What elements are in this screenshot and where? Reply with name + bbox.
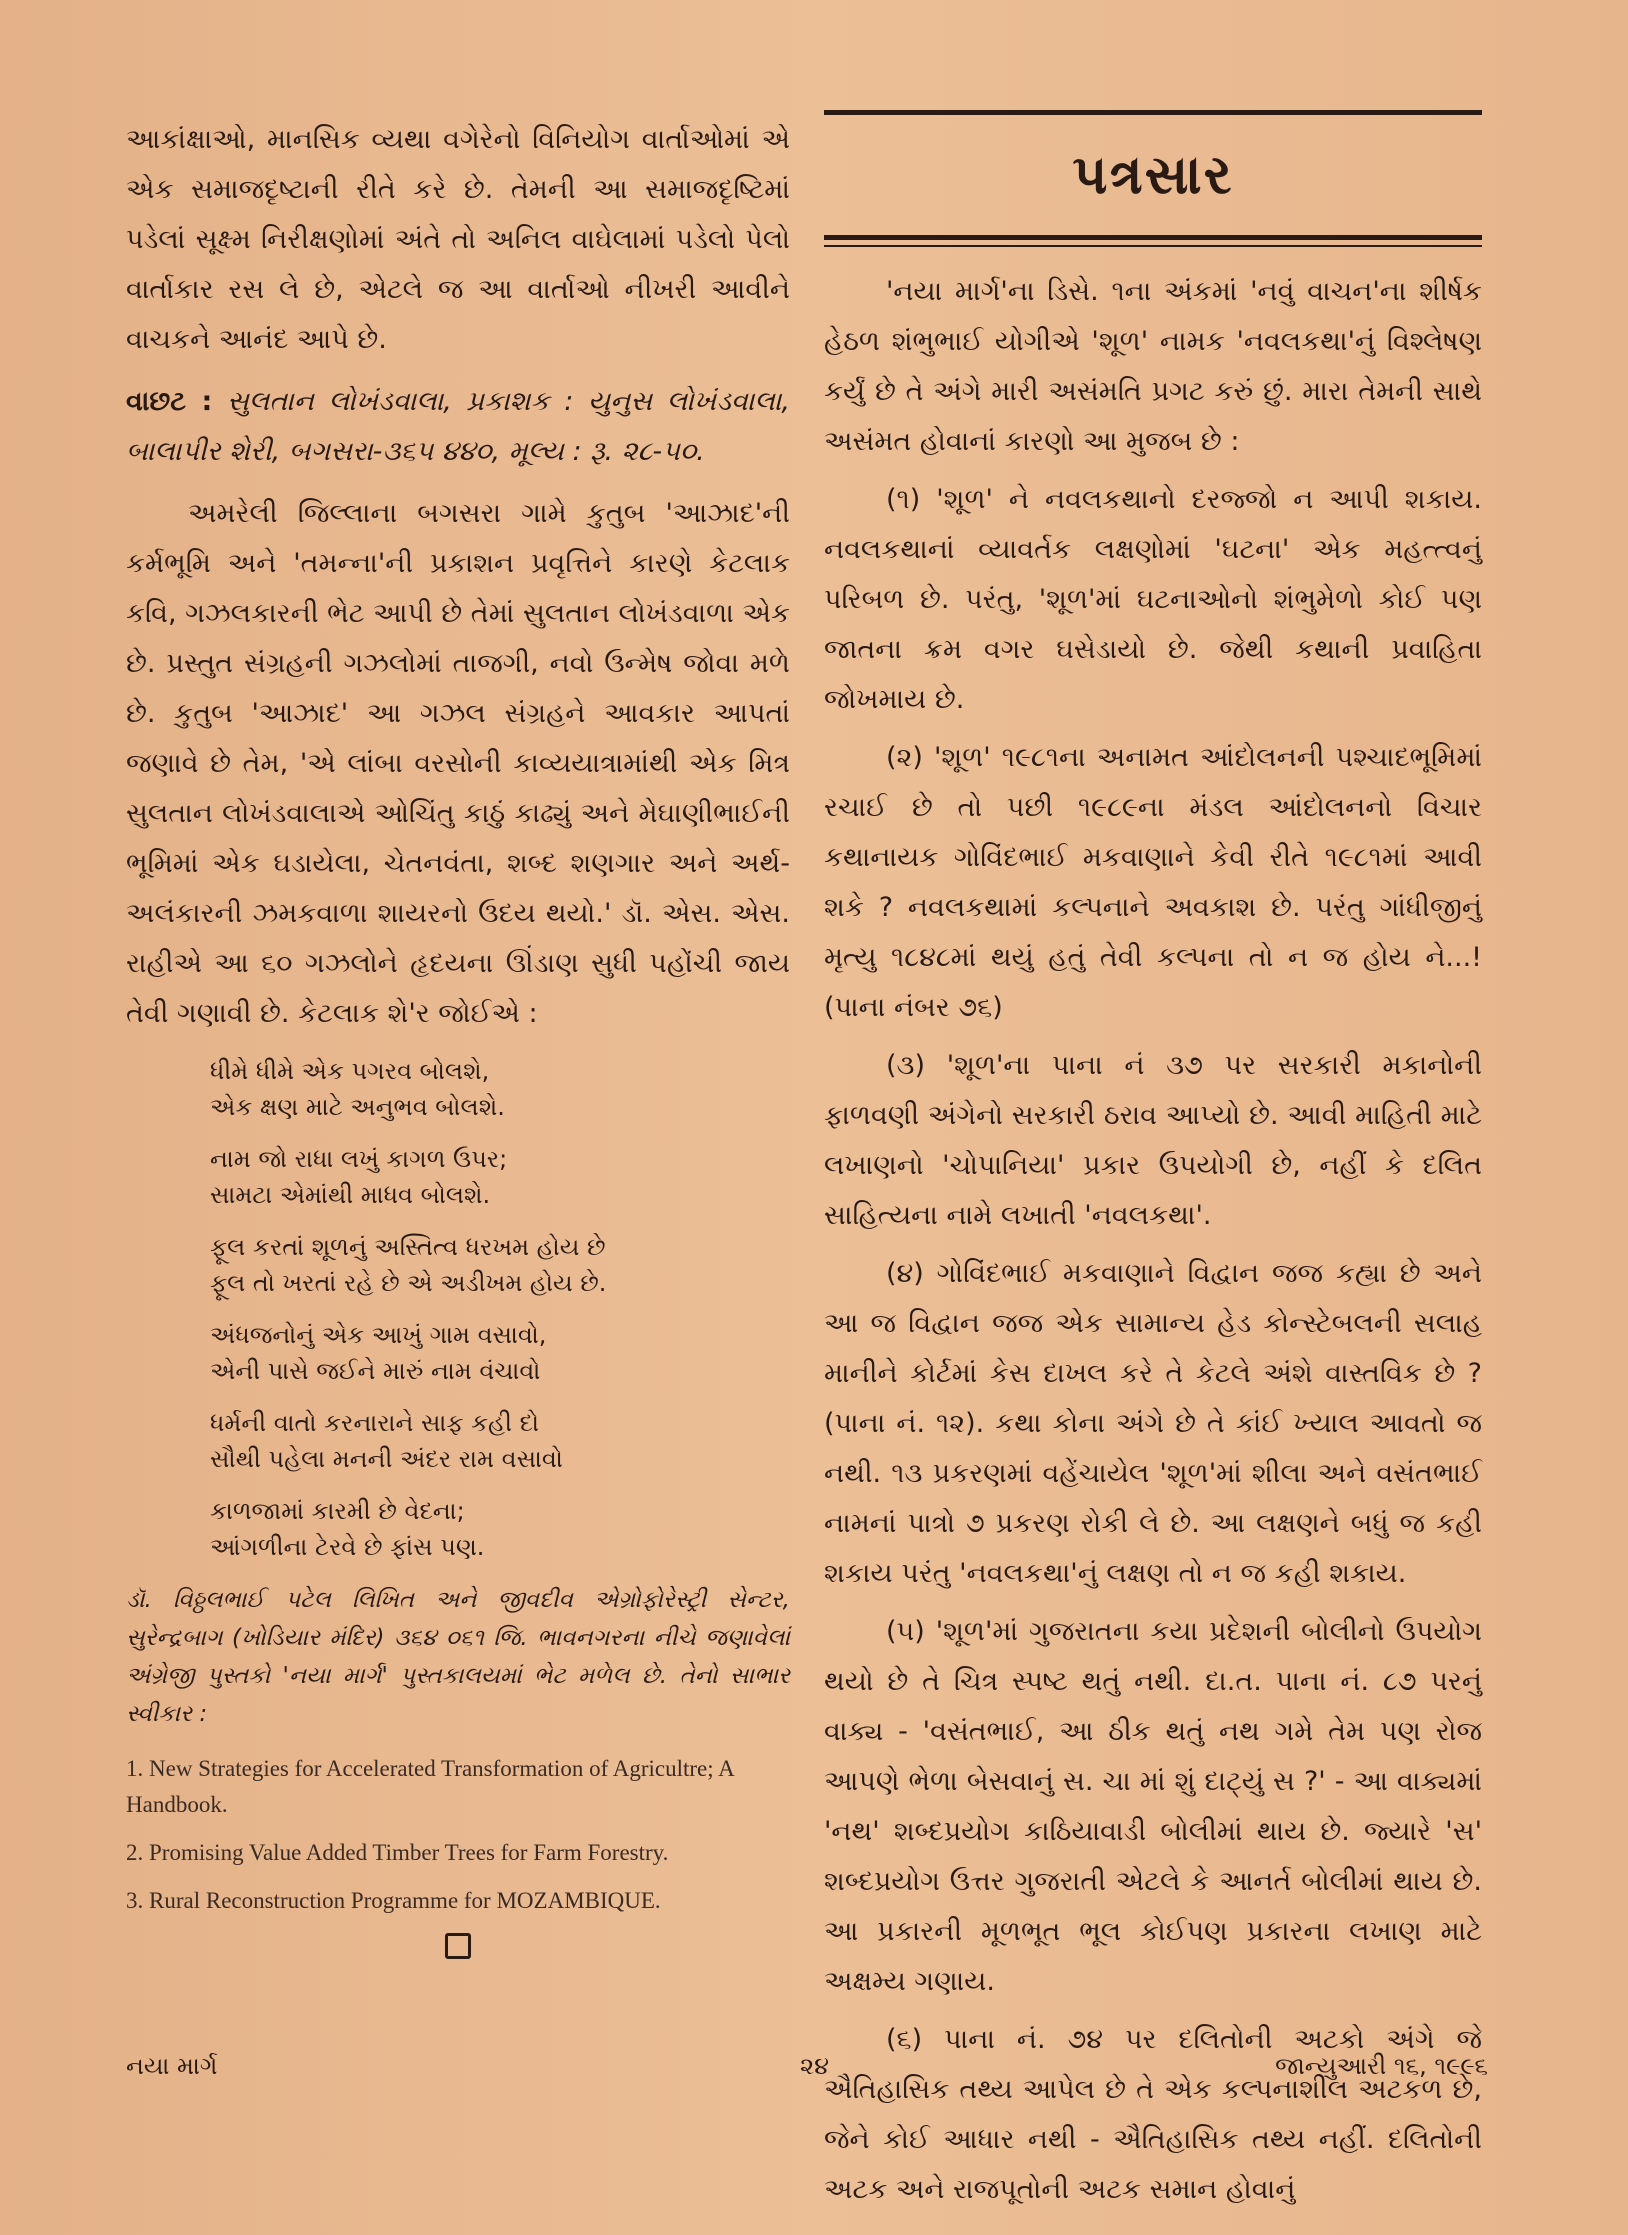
letter-paragraph: (૨) 'શૂળ' ૧૯૮૧ના અનામત આંદોલનની પશ્ચાદભૂમિમાં રચાઈ છે તો પછી ૧૯૮૯ના મંડલ આંદોલનનો વિચાર કથાનાયક ગોવિંદભાઈ મકવાણાને કેવી રીતે ૧૯૮૧માં આવી શકે ? નવલકથામાં કલ્પનાને અવકાશ છે. પરંતુ ગાંધીજીનું મૃત્યુ ૧૮૪૮માં થયું હતું તેવી કલ્પના તો ન જ હોય ને...! (પાના નંબર ૭૬)	[824, 742, 1482, 1023]
left-column	[126, 115, 790, 1959]
end-of-article-icon	[445, 1933, 471, 1959]
book-list	[126, 1751, 790, 1919]
verse-stanza	[210, 1053, 790, 1125]
letters-body	[824, 267, 1482, 2215]
verse-stanza	[210, 1493, 790, 1565]
right-column	[824, 110, 1482, 2215]
footer-magazine-name: નયા માર્ગ	[126, 2052, 218, 2080]
verse-stanza	[210, 1405, 790, 1477]
book-list-item: 1. New Strategies for Accelerated Transformation of Agricultre; A Handbook.	[126, 1756, 734, 1817]
letter-paragraph: 'નયા માર્ગ'ના ડિસે. ૧ના અંકમાં 'નવું વાચન'ના શીર્ષક હેઠળ શંભુભાઈ યોગીએ 'શૂળ' નામક 'નવલકથા'નું વિશ્લેષણ કર્યું છે તે અંગે મારી અસંમતિ પ્રગટ કરું છું. મારા તેમની સાથે અસંમત હોવાનાં કારણો આ મુજબ છે :	[824, 276, 1482, 457]
verse-line: ફૂલ કરતાં શૂળનું અસ્તિત્વ ધરખમ હોય છે	[210, 1233, 606, 1261]
letter-paragraph: (૪) ગોવિંદભાઈ મકવાણાને વિદ્વાન જજ કહ્યા છે અને આ જ વિદ્વાન જજ એક સામાન્ય હેડ કોન્સ્ટેબલની સલાહ માનીને કોર્ટમાં કેસ દાખલ કરે તે કેટલે અંશે વાસ્તવિક છે ? (પાના નં. ૧૨). કથા કોના અંગે છે તે કાંઈ ખ્યાલ આવતો જ નથી. ૧૩ પ્રકરણમાં વહેંચાયેલ 'શૂળ'માં શીલા અને વસંતભાઈ નામનાં પાત્રો ૭ પ્રકરણ રોકી લે છે. આ લક્ષણને બધું જ કહી શકાય પરંતુ 'નવલકથા'નું લક્ષણ તો ન જ કહી શકાય.	[824, 1258, 1482, 1589]
section-heading: પત્રસાર	[1072, 143, 1234, 206]
verse-line: આંગળીના ટેરવે છે ફાંસ પણ.	[210, 1533, 485, 1561]
verse-line: ધીમે ધીમે એક પગરવ બોલશે,	[210, 1057, 490, 1085]
book-details: સુલતાન લોખંડવાલા, પ્રકાશક : યુનુસ લોખંડવાલા, બાલાપીર શેરી, બગસરા-૩૬૫ ૪૪૦, મૂલ્ય : રૂ. ૨૮-૫૦.	[126, 386, 790, 467]
letter-paragraph: (૧) 'શૂળ' ને નવલકથાનો દરજ્જો ન આપી શકાય. નવલકથાનાં વ્યાવર્તક લક્ષણોમાં 'ઘટના' એક મહત્ત્વનું પરિબળ છે. પરંતુ, 'શૂળ'માં ઘટનાઓનો શંભુમેળો કોઈ પણ જાતના ક્રમ વગર ઘસેડાયો છે. જેથી કથાની પ્રવાહિતા જોખમાય છે.	[824, 484, 1482, 715]
paragraph-review: અમરેલી જિલ્લાના બગસરા ગામે કુતુબ 'આઝાદ'ની કર્મભૂમિ અને 'તમન્ના'ની પ્રકાશન પ્રવૃત્તિને કારણે કેટલાક કવિ, ગઝલકારની ભેટ આપી છે તેમાં સુલતાન લોખંડવાળા એક છે. પ્રસ્તુત સંગ્રહની ગઝલોમાં તાજગી, નવો ઉન્મેષ જોવા મળે છે. કુતુબ 'આઝાદ' આ ગઝલ સંગ્રહને આવકાર આપતાં જણાવે છે તેમ, 'એ લાંબા વરસોની કાવ્યયાત્રામાંથી એક મિત્ર સુલતાન લોખંડવાલાએ ઓચિંતુ કાઠું કાઢ્યું અને મેઘાણીભાઈની ભૂમિમાં એક ઘડાયેલા, ચેતનવંતા, શબ્દ શણગાર અને અર્થ-અલંકારની ઝમકવાળા શાયરનો ઉદય થયો.' ડૉ. એસ. એસ. રાહીએ આ ૬૦ ગઝલોને હૃદયના ઊંડાણ સુધી પહોંચી જાય તેવી ગણાવી છે. કેટલાક શે'ર જોઈએ :	[126, 498, 790, 1029]
letter-paragraph: (૫) 'શૂળ'માં ગુજરાતના કયા પ્રદેશની બોલીનો ઉપયોગ થયો છે તે ચિત્ર સ્પષ્ટ થતું નથી. દા.ત. પાના નં. ૮૭ પરનું વાક્ય - 'વસંતભાઈ, આ ઠીક થતું નથ ગમે તેમ પણ રોજ આપણે ભેળા બેસવાનું સ. ચા માં શું દાટ્યું સ ?' - આ વાક્યમાં 'નથ' શબ્દપ્રયોગ કાઠિયાવાડી બોલીમાં થાય છે. જ્યારે 'સ' શબ્દપ્રયોગ ઉત્તર ગુજરાતી એટલે કે આનર્ત બોલીમાં થાય છે. આ પ્રકારની મૂળભૂત ભૂલ કોઈપણ પ્રકારના લખાણ માટે અક્ષમ્ય ગણાય.	[824, 1616, 1482, 1997]
heading-rule-bottom	[824, 235, 1482, 240]
verse-line: સામટા એમાંથી માધવ બોલશે.	[210, 1181, 491, 1209]
verse-stanza	[210, 1317, 790, 1389]
verse-line: ધર્મની વાતો કરનારાને સાફ કહી દો	[210, 1409, 539, 1437]
footer-date: જાન્યુઆરી ૧૬, ૧૯૯૬	[1275, 2052, 1488, 2080]
verse-stanza	[210, 1141, 790, 1213]
verse-line: સૌથી પહેલા મનની અંદર રામ વસાવો	[210, 1445, 563, 1473]
book-list-item: 3. Rural Reconstruction Programme for MOZAMBIQUE.	[126, 1888, 661, 1913]
verse-line: કાળજામાં કારમી છે વેદના;	[210, 1497, 465, 1525]
letter-paragraph: (૩) 'શૂળ'ના પાના નં ૩૭ પર સરકારી મકાનોની ફાળવણી અંગેનો સરકારી ઠરાવ આપ્યો છે. આવી માહિતી માટે લખાણનો 'ચોપાનિયા' પ્રકાર ઉપયોગી છે, નહીં કે દલિત સાહિત્યના નામે લખાતી 'નવલકથા'.	[824, 1050, 1482, 1231]
verse-line: નામ જો રાધા લખું કાગળ ઉપર;	[210, 1145, 508, 1173]
verse-line: અંધજનોનું એક આખું ગામ વસાવો,	[210, 1321, 547, 1349]
book-citation	[126, 377, 790, 477]
paragraph-review-end: આકાંક્ષાઓ, માનસિક વ્યથા વગેરેનો વિનિયોગ વાર્તાઓમાં એ એક સમાજદૃષ્ટાની રીતે કરે છે. તેમની આ સમાજદૃષ્ટિમાં પડેલાં સૂક્ષ્મ નિરીક્ષણોમાં અંતે તો અનિલ વાઘેલામાં પડેલો પેલો વાર્તાકાર રસ લે છે, એટલે જ આ વાર્તાઓ નીખરી આવીને વાચકને આનંદ આપે છે.	[126, 124, 790, 355]
verse-stanza	[210, 1229, 790, 1301]
book-title: વાછટ :	[126, 386, 213, 417]
verse-line: ફૂલ તો ખરતાં રહે છે એ અડીખમ હોય છે.	[210, 1269, 607, 1297]
verse-line: એક ક્ષણ માટે અનુભવ બોલશે.	[210, 1093, 505, 1121]
verse-line: એની પાસે જઈને મારું નામ વંચાવો	[210, 1357, 541, 1385]
heading-rule-bottom-thin	[824, 245, 1482, 247]
verse-block	[210, 1053, 790, 1565]
gift-acknowledgement: ડૉ. વિઠ્ઠલભાઈ પટેલ લિખિત અને જીવદીવ એગ્રોફોરેસ્ટ્રી સેન્ટર, સુરેન્દ્રબાગ (ખોડિયાર મંદિર) ૩૬૪ ૦૬૧ જિ. ભાવનગરના નીચે જણાવેલાં અંગ્રેજી પુસ્તકો 'નયા માર્ગ' પુસ્તકાલયમાં ભેટ મળેલ છે. તેનો સાભાર સ્વીકાર :	[126, 1587, 790, 1727]
letter-paragraph: (૬) પાના નં. ૭૪ પર દલિતોની અટકો અંગે જે ઐતિહાસિક તથ્ય આપેલ છે તે એક કલ્પનાશીલ અટકળ છે, જેને કોઈ આધાર નથી - ઐતિહાસિક તથ્ય નહીં. દલિતોની અટક અને રાજપૂતોની અટક સમાન હોવાનું	[824, 2024, 1482, 2205]
book-list-item: 2. Promising Value Added Timber Trees for Farm Forestry.	[126, 1840, 669, 1865]
footer-page-number: ૨૪	[800, 2052, 829, 2080]
